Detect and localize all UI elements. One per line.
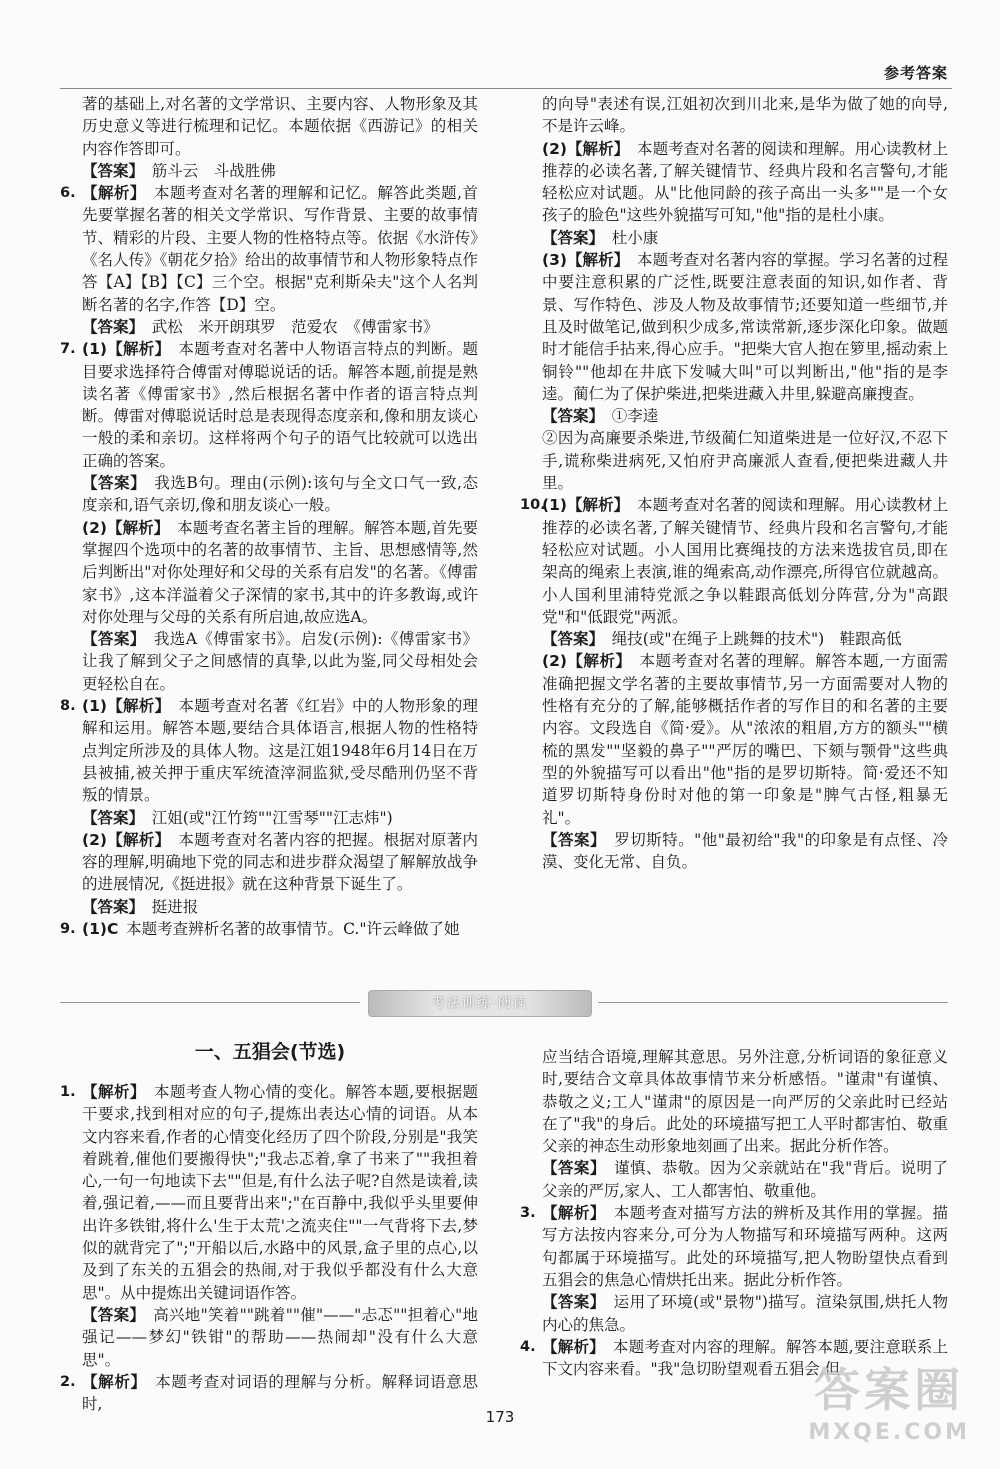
- answer-block: [60, 472, 478, 517]
- question-item: [60, 338, 478, 472]
- answer-label: (2)【解析】: [82, 518, 170, 537]
- answer-label: 【解析】: [542, 1204, 606, 1223]
- question-number: 8.: [60, 698, 76, 715]
- paragraph-text: 本题考查对名著的理解。解答本题,一方面需准确把握文学名著的主要故事情节,另一方面需要对人物的性格有充分的了解,能够概括作者的写作目的和名著的主要内容。文段选自《简·爱》。从"浓浓的粗眉,方方的额头""横梳的黑发""坚毅的鼻子""严厉的嘴巴、下颏与颚骨"这些典型的外貌描写可以看出"他"指的是罗切斯特。简·爱还不知道罗切斯特身份时对他的第一印象是"脾气古怪,粗暴无礼"。: [542, 652, 948, 827]
- page-header-title: 参考答案: [883, 64, 948, 82]
- answer-block: [520, 829, 948, 874]
- paragraph-text: 本题考查对名著的理解和记忆。解答此类题,首先要掌握名著的相关文学常识、写作背景、主要的故事情节、精彩的片段、主要人物的性格特点等。依据《水浒传》《名人传》《朝花夕拾》给出的故事情节和人物形象特点作答【A】【B】【C】三个空。根据"克利斯朵夫"这个人名判断名著的名字,作答【D】空。: [82, 184, 478, 314]
- answer-label: 【解析】: [542, 1337, 605, 1356]
- answer-label: (2)【解析】: [542, 139, 630, 158]
- answer-block: [60, 829, 478, 896]
- answer-label: (2)【解析】: [542, 652, 632, 671]
- answer-label: 【答案】: [542, 830, 606, 849]
- section-banner: [368, 990, 592, 1017]
- answer-block: [520, 138, 948, 227]
- section-banner-label: 考法训练·阅读: [431, 996, 529, 1011]
- answer-label: (3)【解析】: [542, 251, 630, 270]
- paragraph-text: 挺进报: [151, 897, 199, 916]
- answer-block: [60, 316, 478, 338]
- answer-block: [60, 517, 478, 628]
- paragraph-text: 本题考查辨析名著的故事情节。C."许云峰做了她: [126, 919, 460, 938]
- answer-block: [520, 1291, 948, 1336]
- answer-label: 【答案】: [542, 228, 605, 247]
- section-divider-right: [598, 1002, 948, 1003]
- answer-block: [520, 249, 948, 405]
- paragraph-text: 绳技(或"在绳子上跳舞的技术") 鞋跟高低: [611, 630, 902, 649]
- paragraph-text: 高兴地"笑着""跳着""催"——"忐忑""担着心"地强记——梦幻"铁钳"的帮助——热闹却"没有什么大意思"。: [82, 1305, 478, 1369]
- answer-label: 【答案】: [82, 317, 145, 336]
- question-number: 3.: [520, 1205, 536, 1222]
- paragraph-text: 本题考查对名著的阅读和理解。用心读教材上推荐的必读名著,了解关键情节、经典片段和名言警句,才能轻松应对试题。小人国用比赛绳技的方法来选拔官员,即在架高的绳索上表演,谁的绳索高,动作漂亮,所得官位就越高。小人国利里浦特党派之争以鞋跟高低划分阵营,分为"高跟党"和"低跟党"两派。: [542, 496, 948, 626]
- question-item: [520, 1202, 948, 1291]
- paragraph-text: 本题考查对名著内容的掌握。学习名著的过程中要注意积累的广泛性,既要注意表面的知识,如作者、背景、写作特色、涉及人物及故事情节;还要知道一些细节,并且及时做笔记,做到积少成多,常读常新,逐步深化印象。做题时才能信手拈来,得心应手。"把柴大官人抱在箩里,摇动索上铜铃""他却在井底下发喊大叫"可以判断出,"他"指的是李逵。蔺仁为了保护柴进,把柴进藏入井里,躲避高廉搜查。: [542, 251, 948, 403]
- paragraph-text: 杜小康: [611, 228, 659, 247]
- text-block: [520, 427, 948, 494]
- answer-label: 【答案】: [82, 897, 145, 916]
- question-item: [520, 494, 948, 628]
- page-number: 173: [485, 1408, 515, 1426]
- text-block: [520, 1046, 948, 1157]
- answer-label: 【答案】: [82, 630, 146, 649]
- paragraph-text: 应当结合语境,理解其意思。另外注意,分析词语的象征意义时,要结合文章具体故事情节来分析感悟。"谨肃"有谨慎、恭敬之义;工人"谨肃"的原因是一向严厉的父亲此时已经站在了"我"的身后。此处的环境描写把工人平时都害怕、敬重父亲的神态生动形象地刻画了出来。据此分析作答。: [542, 1048, 948, 1156]
- question-number: 10.: [520, 497, 546, 514]
- paragraph-text: 本题考查对内容的理解。解答本题,要注意联系上下文内容来看。"我"急切盼望观看五猖会,但: [542, 1337, 948, 1379]
- watermark-logo: [808, 1354, 970, 1445]
- answer-block: [520, 628, 948, 650]
- question-number: 6.: [60, 185, 76, 202]
- question-item: [60, 182, 478, 316]
- answer-block: [60, 1304, 478, 1371]
- text-block: [60, 93, 478, 160]
- paragraph-text: 我选B句。理由(示例):该句与全文口气一致,态度亲和,语气亲切,像和朋友谈心一般。: [82, 474, 478, 515]
- watermark-line1: 答案圈: [814, 1363, 965, 1417]
- paragraph-text: 筋斗云 斗战胜佛: [151, 161, 276, 180]
- paragraph-text: 本题考查对描写方法的辨析及其作用的掌握。描写方法按内容来分,可分为人物描写和环境描写两种。这两句都属于环境描写。此处的环境描写,把人物盼望快点看到五猖会的焦急心情烘托出来。据此分析作答。: [542, 1204, 948, 1289]
- paragraph-text: 本题考查名著主旨的理解。解答本题,首先要掌握四个选项中的名著的故事情节、主旨、思想感情等,然后判断出"对你处理好和父母的关系有启发"的名著。《傅雷家书》,这本洋溢着父子深情的家书,其中的许多教诲,或许对你处理与父母的关系有所启迪,故应选A。: [82, 518, 478, 626]
- question-number: 9.: [60, 920, 76, 937]
- paragraph-text: 运用了环境(或"景物")描写。渲染氛围,烘托人物内心的焦急。: [542, 1293, 948, 1334]
- question-number: 4.: [520, 1338, 536, 1355]
- paragraph-text: 著的基础上,对名著的文学常识、主要内容、人物形象及其历史意义等进行梳理和记忆。本题依据《西游记》的相关内容作答即可。: [82, 95, 478, 158]
- answer-label: (1)【解析】: [82, 697, 171, 716]
- question-number: 1.: [60, 1084, 76, 1100]
- answer-block: [60, 807, 478, 829]
- answer-label: 【答案】: [542, 630, 605, 649]
- question-item: [60, 1081, 478, 1304]
- paragraph-text: 本题考查对名著的阅读和理解。用心读教材上推荐的必读名著,了解关键情节、经典片段和名言警句,才能轻松应对试题。从"比他同龄的孩子高出一头多""是一个女孩子的脸色"这些外貌描写可知,"他"指的是杜小康。: [542, 139, 948, 225]
- paragraph-text: 我选A《傅雷家书》。启发(示例):《傅雷家书》让我了解到父子之间感情的真挚,以此为鉴,同父母相处会更轻松自在。: [82, 630, 478, 693]
- paragraph-text: 江姐(或"江竹筠""江雪琴""江志炜"): [151, 808, 393, 827]
- answer-block: [60, 896, 478, 918]
- section-divider-left: [60, 1002, 360, 1003]
- paragraph-text: 的向导"表述有误,江姐初次到川北来,是华为做了她的向导,不是许云峰。: [542, 95, 948, 136]
- answer-label: 【答案】: [82, 474, 147, 493]
- answer-label: 【解析】: [82, 184, 146, 203]
- paragraph-text: 武松 米开朗琪罗 范爱农 《傅雷家书》: [151, 317, 439, 336]
- answer-label: 【解析】: [82, 1372, 147, 1391]
- paragraph-text: 本题考查人物心情的变化。解答本题,要根据题干要求,找到相对应的句子,提炼出表达心情的词语。从本文内容来看,作者的心情变化经历了四个阶段,分别是"我笑着跳着,催他们要搬得快";"我忐忑着,拿了书来了""我担着心,一句一句地读下去""但是,有什么法子呢?自然是读着,读着,强记着,——而且要背出来";"在百静中,我似乎头里要伸出许多铁钳,将什么'生于太荒'之流夹住""一气背将下去,梦似的就背完了";"开船以后,水路中的风景,盒子里的点心,以及到了东关的五猖会的热闹,对于我似乎都没有什么大意思"。从中提炼出关键词语作答。: [82, 1083, 478, 1302]
- answer-block: [520, 227, 948, 249]
- answer-block: [520, 405, 948, 427]
- answer-label: 【答案】: [82, 1305, 146, 1324]
- answer-label: (1)C: [82, 919, 119, 938]
- answer-label: (2)【解析】: [82, 830, 171, 849]
- answer-label: 【答案】: [82, 161, 145, 180]
- paragraph-text: ②因为高廉要杀柴进,节级蔺仁知道柴进是一位好汉,不忍下手,谎称柴进病死,又怕府尹高廉派人查看,便把柴进藏人井里。: [542, 429, 948, 493]
- answer-label: 【解析】: [82, 1083, 146, 1101]
- text-block: [520, 93, 948, 138]
- answer-label: (1)【解析】: [82, 340, 171, 359]
- paragraph-text: 本题考查对词语的理解与分析。解释词语意思时,: [82, 1372, 478, 1414]
- answer-block: [520, 1157, 948, 1202]
- answer-block: [60, 160, 478, 182]
- paragraph-text: 罗切斯特。"他"最初给"我"的印象是有点怪、冷漠、变化无常、自负。: [542, 830, 948, 872]
- left-column-top: [60, 93, 478, 940]
- section-title: 一、五猖会(节选): [194, 1041, 346, 1063]
- right-column-bottom: [520, 1046, 948, 1380]
- question-item: [60, 918, 478, 940]
- paragraph-text: ①李逵: [611, 407, 659, 426]
- left-column-bottom: [60, 1081, 478, 1415]
- answer-label: 【答案】: [542, 1293, 606, 1312]
- right-column-top: [520, 93, 948, 873]
- answer-label: (1)【解析】: [542, 496, 630, 515]
- answer-label: 【答案】: [542, 1159, 606, 1178]
- paragraph-text: 谨慎、恭敬。因为父亲就站在"我"背后。说明了父亲的严厉,家人、工人都害怕、敬重他。: [542, 1159, 948, 1200]
- answer-label: 【答案】: [82, 808, 145, 827]
- question-number: 2.: [60, 1373, 76, 1390]
- answer-block: [60, 628, 478, 695]
- answer-block: [520, 650, 948, 828]
- paragraph-text: 本题考查对名著《红岩》中的人物形象的理解和运用。解答本题,要结合具体语言,根据人物的性格特点判定所涉及的具体人物。这是江姐1948年6月14日在万县被捕,被关押于重庆军统渣滓洞监狱,受尽酷刑仍坚不背叛的情景。: [82, 697, 478, 805]
- header-divider: [60, 88, 952, 89]
- question-number: 7.: [60, 341, 76, 358]
- question-item: [60, 695, 478, 806]
- paragraph-text: 本题考查对名著中人物语言特点的判断。题目要求选择符合傅雷对傅聪说话的话。解答本题,前提是熟读名著《傅雷家书》,然后根据名著中作者的语言特点判断。傅雷对傅聪说话时总是表现得态度亲和,像和朋友谈心一般的柔和亲切。这样将两个句子的语气比较就可以选出正确的答案。: [82, 340, 478, 470]
- answer-label: 【答案】: [542, 407, 605, 426]
- paragraph-text: 本题考查对名著内容的把握。根据对原著内容的理解,明确地下党的同志和进步群众渴望了解解放战争的进展情况,《挺进报》就在这种背景下诞生了。: [82, 830, 478, 894]
- watermark-line2: MXQE.COM: [808, 1420, 970, 1445]
